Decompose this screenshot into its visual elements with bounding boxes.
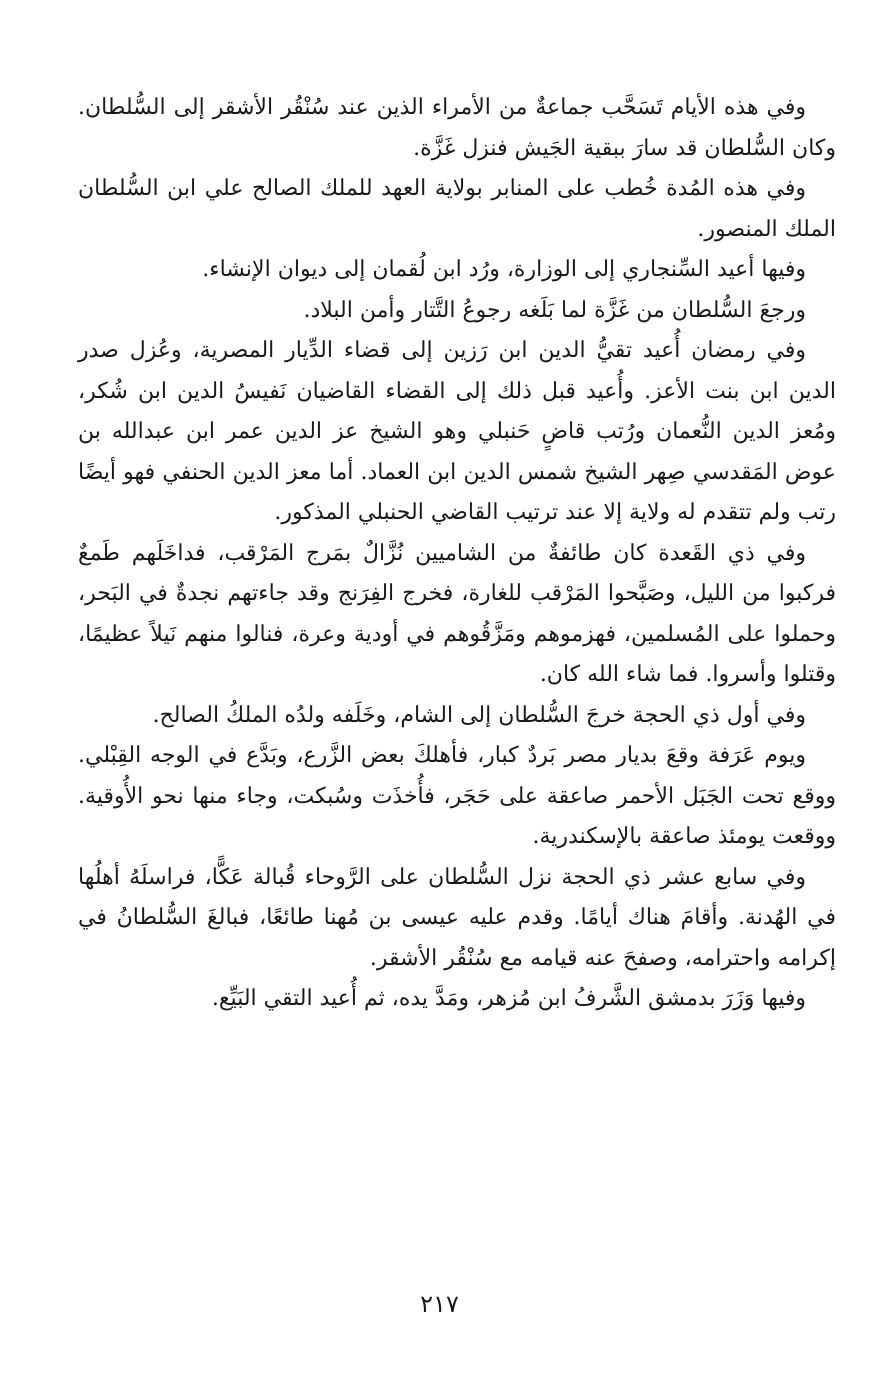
paragraph: ويوم عَرَفة وقعَ بديار مصر بَردٌ كبار، فأهلكَ بعض الزَّرع، وبَدَّع في الوجه القِبْلي. ووقع تحت الجَبَل الأحمر صاعقة على حَجَر، فأُخذَت وسُبكت، وجاء منها نحو الأُوقية. ووقعت يومئذ صاعقة بالإسكندرية. — [78, 743, 836, 849]
paragraph: وفيها وَزَرَ بدمشق الشَّرفُ ابن مُزهر، ومَدَّ يده، ثم أُعيد التقي البَيِّع. — [211, 986, 806, 1011]
paragraph: وفي هذه المُدة خُطب على المنابر بولاية العهد للملك الصالح علي ابن السُّلطان الملك المنصور. — [78, 176, 836, 242]
paragraph: وفيها أعيد السِّنجاري إلى الوزارة، ورُد ابن لُقمان إلى ديوان الإنشاء. — [202, 257, 806, 282]
body-text — [78, 88, 836, 1020]
paragraph: وفي سابع عشر ذي الحجة نزل السُّلطان على الرَّوحاء قُبالة عَكًّا، فراسلَهُ أهلُها في الهُدنة. وأقامَ هناك أيامًا. وقدم عليه عيسى بن مُهنا طائعًا، فبالغَ السُّلطانُ في إكرامه واحترامه، وصفحَ عنه قيامه مع سُنْقُر الأشقر. — [78, 864, 836, 971]
paragraph: وفي أول ذي الحجة خرجَ السُّلطان إلى الشام، وخَلَفه ولدُه الملكُ الصالح. — [152, 702, 806, 728]
paragraph: وفي ذي القَعدة كان طائفةٌ من الشاميين نُزَّالٌ بمَرج المَرْقب، فداخَلَهم طَمعٌ فركبوا من الليل، وصَبَّحوا المَرْقب للغارة، فخرج الفِرَنج وقد جاءتهم نجدةٌ في البَحر، وحملوا على المُسلمين، فهزموهم ومَزَّقُوهم في أودية وعرة، فنالوا منهم نَيلاً عظيمًا، وقتلوا وأسروا. فما شاء الله كان. — [78, 540, 836, 687]
paragraph: وفي رمضان أُعيد تقيُّ الدين ابن رَزين إلى قضاء الدِّيار المصرية، وعُزل صدر الدين ابن بنت الأعز. وأُعيد قبل ذلك إلى القضاء القاضيان نَفيسُ الدين ابن شُكر، ومُعز الدين النُّعمان ورُتب قاضٍ حَنبلي وهو الشيخ عز الدين عمر ابن عبدالله بن عوض المَقدسي صِهر الشيخ شمس الدين ابن العماد. أما معز الدين الحنفي فهو أيضًا رتب ولم تتقدم له ولاية إلا عند ترتيب القاضي الحنبلي المذكور. — [78, 338, 836, 525]
page-number: ٢١٧ — [420, 1290, 459, 1318]
paragraph: ورجعَ السُّلطان من غَزَّة لما بَلَغه رجوعُ التَّتار وأمن البلاد. — [303, 297, 806, 323]
paragraph: وفي هذه الأيام تَسَحَّب جماعةٌ من الأمراء الذين عند سُنْقُر الأشقر إلى السُّلطان. وكان السُّلطان قد سارَ ببقية الجَيش فنزل غَزَّة. — [78, 95, 836, 161]
